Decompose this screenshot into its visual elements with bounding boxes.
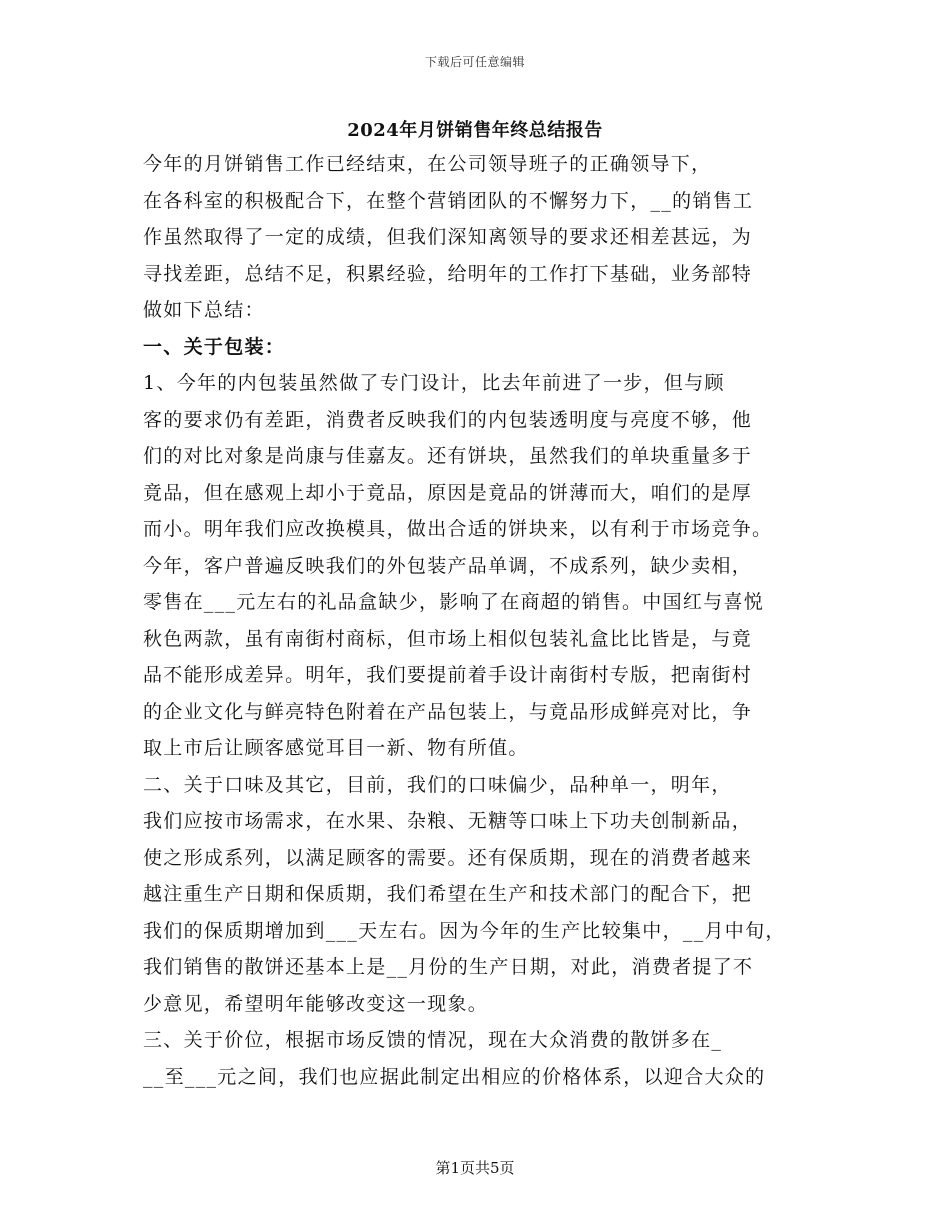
body-line: 做如下总结：	[143, 299, 265, 321]
body-line: 而小。明年我们应改换模具，做出合适的饼块来，以有利于市场竞争。	[143, 518, 773, 540]
body-line: 我们应按市场需求，在水果、杂粮、无糖等口味上下功夫创制新品，	[143, 810, 753, 832]
body-line: 取上市后让顾客感觉耳目一新、物有所值。	[143, 737, 529, 759]
body-line: 们的对比对象是尚康与佳嘉友。还有饼块，虽然我们的单块重量多于	[143, 445, 753, 467]
body-line: 秋色两款，虽有南街村商标，但市场上相似包装礼盒比比皆是，与竟	[143, 627, 753, 650]
section-heading: 一、关于包装：	[143, 335, 286, 358]
body-line: 零售在___元左右的礼品盒缺少，影响了在商超的销售。中国红与喜悦	[143, 591, 765, 613]
body-line: 三、关于价位，根据市场反馈的情况，现在大众消费的散饼多在_	[143, 1029, 723, 1051]
body-line: 我们的保质期增加到___天左右。因为今年的生产比较集中，__月中旬，	[143, 919, 786, 942]
body-line: 寻找差距，总结不足，积累经验，给明年的工作打下基础，业务部特	[143, 262, 753, 285]
body-line: 今年的月饼销售工作已经结束，在公司领导班子的正确领导下，	[143, 153, 712, 175]
body-line: 今年，客户普遍反映我们的外包装产品单调，不成系列，缺少卖相，	[143, 554, 753, 577]
page-number: 第1页共5页	[435, 1159, 515, 1177]
body-line: 竟品，但在感观上却小于竟品，原因是竟品的饼薄而大，咱们的是厚	[143, 481, 753, 504]
body-line: 二、关于口味及其它，目前，我们的口味偏少，品种单一，明年，	[143, 773, 732, 796]
document-title: 2024年月饼销售年终总结报告	[347, 120, 603, 141]
body-line: 越注重生产日期和保质期，我们希望在生产和技术部门的配合下，把	[143, 883, 753, 905]
body-line: 使之形成系列，以满足顾客的需要。还有保质期，现在的消费者越来	[143, 846, 753, 869]
body-line: 1、今年的内包装虽然做了专门设计，比去年前进了一步，但与顾	[143, 372, 725, 394]
document-body	[143, 146, 815, 1095]
body-line: 在各科室的积极配合下，在整个营销团队的不懈努力下，__的销售工	[143, 189, 754, 212]
body-line: 少意见，希望明年能够改变这一现象。	[143, 992, 489, 1015]
body-line: __至___元之间，我们也应据此制定出相应的价格体系，以迎合大众的	[143, 1065, 766, 1088]
body-line: 品不能形成差异。明年，我们要提前着手设计南街村专版，把南街村	[143, 664, 753, 686]
body-line: 客的要求仍有差距，消费者反映我们的内包装透明度与亮度不够，他	[143, 408, 753, 431]
body-line: 我们销售的散饼还基本上是__月份的生产日期，对此，消费者提了不	[143, 956, 754, 978]
body-line: 的企业文化与鲜亮特色附着在产品包装上，与竟品形成鲜亮对比，争	[143, 700, 753, 723]
page-header-note: 下载后可任意编辑	[424, 55, 525, 69]
body-line: 作虽然取得了一定的成绩，但我们深知离领导的要求还相差甚远，为	[143, 226, 753, 248]
